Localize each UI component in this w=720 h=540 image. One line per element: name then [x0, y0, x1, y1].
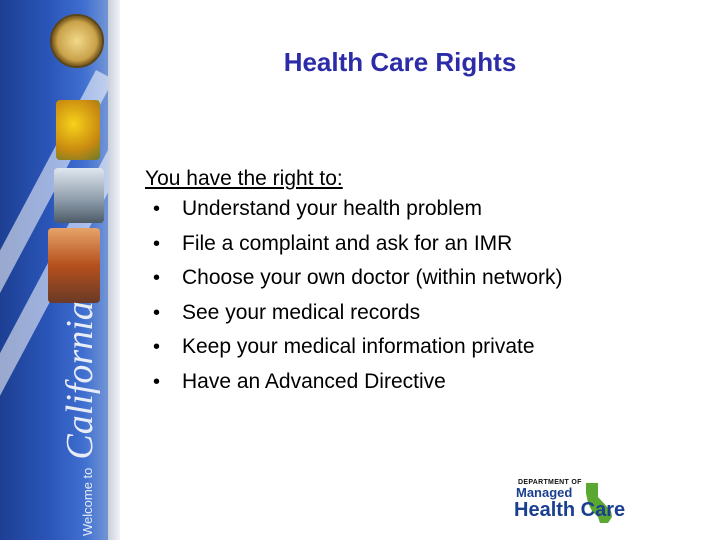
slide-title: Health Care Rights [283, 47, 517, 77]
rights-content [145, 166, 563, 399]
rights-list-item [145, 365, 563, 400]
bridge-photo [48, 228, 100, 303]
welcome-to-california-text [58, 301, 102, 536]
rights-list-item [145, 227, 563, 262]
rights-list-item [145, 296, 563, 331]
welcome-text: Welcome to [80, 467, 95, 536]
california-text: California [59, 301, 101, 460]
california-banner [0, 0, 120, 540]
state-seal-icon [50, 14, 104, 68]
rights-list-item [145, 330, 563, 365]
banner-edge [108, 0, 120, 540]
mountain-photo [54, 168, 104, 223]
rights-list-item [145, 192, 563, 227]
poppy-photo [56, 100, 100, 160]
logo-health-care: Health Care [514, 499, 626, 521]
rights-item-text: Keep your medical information private [182, 335, 535, 358]
rights-item-text: Understand your health problem [182, 197, 483, 220]
bullet-icon: • [153, 232, 161, 255]
rights-item-text: See your medical records [182, 300, 421, 324]
bullet-icon: • [153, 370, 161, 393]
rights-list [145, 192, 563, 399]
rights-list-item [145, 261, 563, 296]
dmhc-logo [512, 477, 646, 527]
bullet-icon: • [153, 267, 161, 289]
rights-item-text: Have an Advanced Directive [182, 369, 446, 393]
rights-item-text: Choose your own doctor (within network) [182, 266, 563, 289]
bullet-icon: • [153, 301, 161, 324]
logo-dept-line: DEPARTMENT OF [518, 479, 582, 486]
bullet-icon: • [153, 336, 161, 358]
logo-managed: Managed [516, 485, 573, 500]
bullet-icon: • [153, 198, 161, 220]
rights-intro: You have the right to: [145, 167, 343, 190]
rights-item-text: File a complaint and ask for an IMR [182, 231, 513, 255]
